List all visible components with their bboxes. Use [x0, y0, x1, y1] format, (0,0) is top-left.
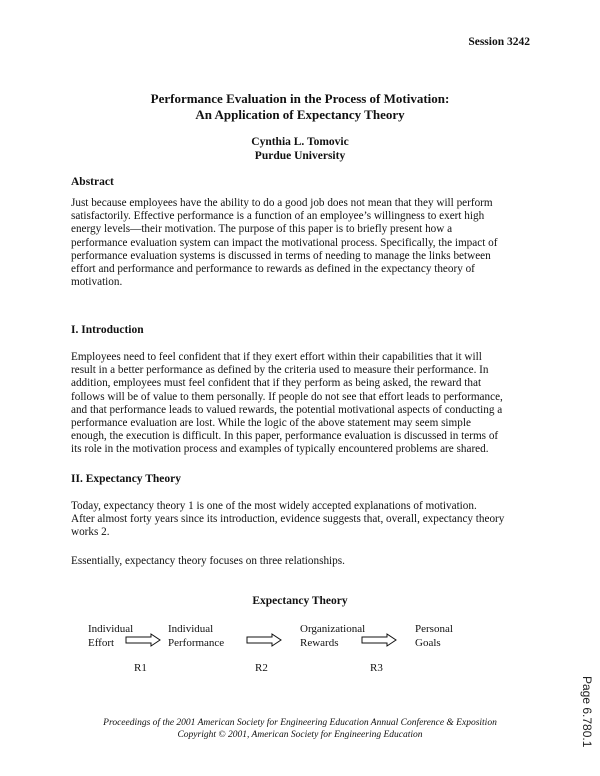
abstract-line: motivation. [71, 276, 123, 289]
arrow-icon [246, 633, 282, 647]
side-page-number: Page 6.780.1 [580, 676, 594, 748]
abstract-line: energy levels—their motivation. The purpose of this paper is to briefly present how a [71, 223, 453, 236]
title-line-1: Performance Evaluation in the Process of Motivation: [150, 91, 450, 106]
expectancy-heading: II. Expectancy Theory [71, 473, 181, 485]
author-block [0, 135, 600, 163]
expectancy-line: Essentially, expectancy theory focuses on three relationships. [71, 555, 345, 567]
intro-line: performance evaluation are lost. While the logic of the above statement may seem simple [71, 417, 471, 430]
intro-heading: I. Introduction [71, 324, 144, 336]
intro-line: its role in the motivation process and examples of typically encountered problems are shared. [71, 443, 489, 456]
abstract-line: performance evaluation system can impact the motivational process. Specifically, the impact of [71, 236, 498, 249]
intro-line: enough, the execution is difficult. In this paper, performance evaluation is discussed in terms of [71, 430, 499, 443]
expectancy-line: works 2. [71, 526, 110, 539]
intro-line: Employees need to feel confident that if they exert effort within their capabilities that it will [71, 351, 482, 363]
arrow-icon [125, 633, 161, 647]
intro-line: result in a better performance as defined by the criteria used to measure their performance. In [71, 364, 489, 377]
diagram-title: Expectancy Theory [252, 595, 348, 607]
abstract-line: satisfactorily. Effective performance is a function of an employee’s willingness to exert high [71, 210, 485, 223]
abstract-line: effort and performance and performance to rewards as defined in the expectancy theory of [71, 263, 475, 276]
expectancy-line: After almost forty years since its introduction, evidence suggests that, overall, expectancy theory [71, 513, 505, 526]
session-number: Session 3242 [468, 36, 530, 48]
node-individual-performance: Individual Performance [168, 623, 225, 649]
expectancy-line: Today, expectancy theory 1 is one of the most widely accepted explanations of motivation. [71, 500, 477, 512]
paper-title [0, 91, 600, 123]
abstract-line: Just because employees have the ability to do a good job does not mean that they will perform [71, 197, 493, 209]
footer-copyright: Copyright © 2001, American Society for Engineering Education [177, 730, 423, 740]
expectancy-paragraph-1 [71, 500, 531, 540]
node-personal-goals: Personal Goals [415, 623, 453, 649]
relation-label-r2: R2 [255, 662, 268, 674]
relation-label-r3: R3 [370, 662, 383, 674]
intro-line: and that performance leads to valued rewards, the potential motivational aspects of conducting a [71, 403, 503, 416]
intro-paragraph [71, 351, 531, 457]
footer [0, 717, 600, 741]
intro-line: follows will be of value to them personally. If people do not see that effort leads to performance, [71, 390, 503, 403]
node-organizational-rewards: Organizational Rewards [300, 623, 366, 649]
author-name: Cynthia L. Tomovic [251, 136, 349, 148]
abstract-paragraph [71, 197, 531, 289]
relation-label-r1: R1 [134, 662, 147, 674]
abstract-line: performance evaluation systems is discussed in terms of needing to manage the links between [71, 249, 491, 262]
intro-line: addition, employees must feel confident that if they perform as being asked, the reward that [71, 377, 482, 390]
abstract-heading: Abstract [71, 176, 114, 188]
author-affiliation: Purdue University [254, 150, 346, 162]
arrow-icon [361, 633, 397, 647]
footer-proceedings: Proceedings of the 2001 American Society for Engineering Education Annual Conference & Exposition [103, 718, 497, 728]
expectancy-paragraph-2 [71, 555, 531, 568]
node-individual-effort: Individual Effort [88, 623, 134, 649]
title-line-2: An Application of Expectancy Theory [195, 107, 405, 122]
